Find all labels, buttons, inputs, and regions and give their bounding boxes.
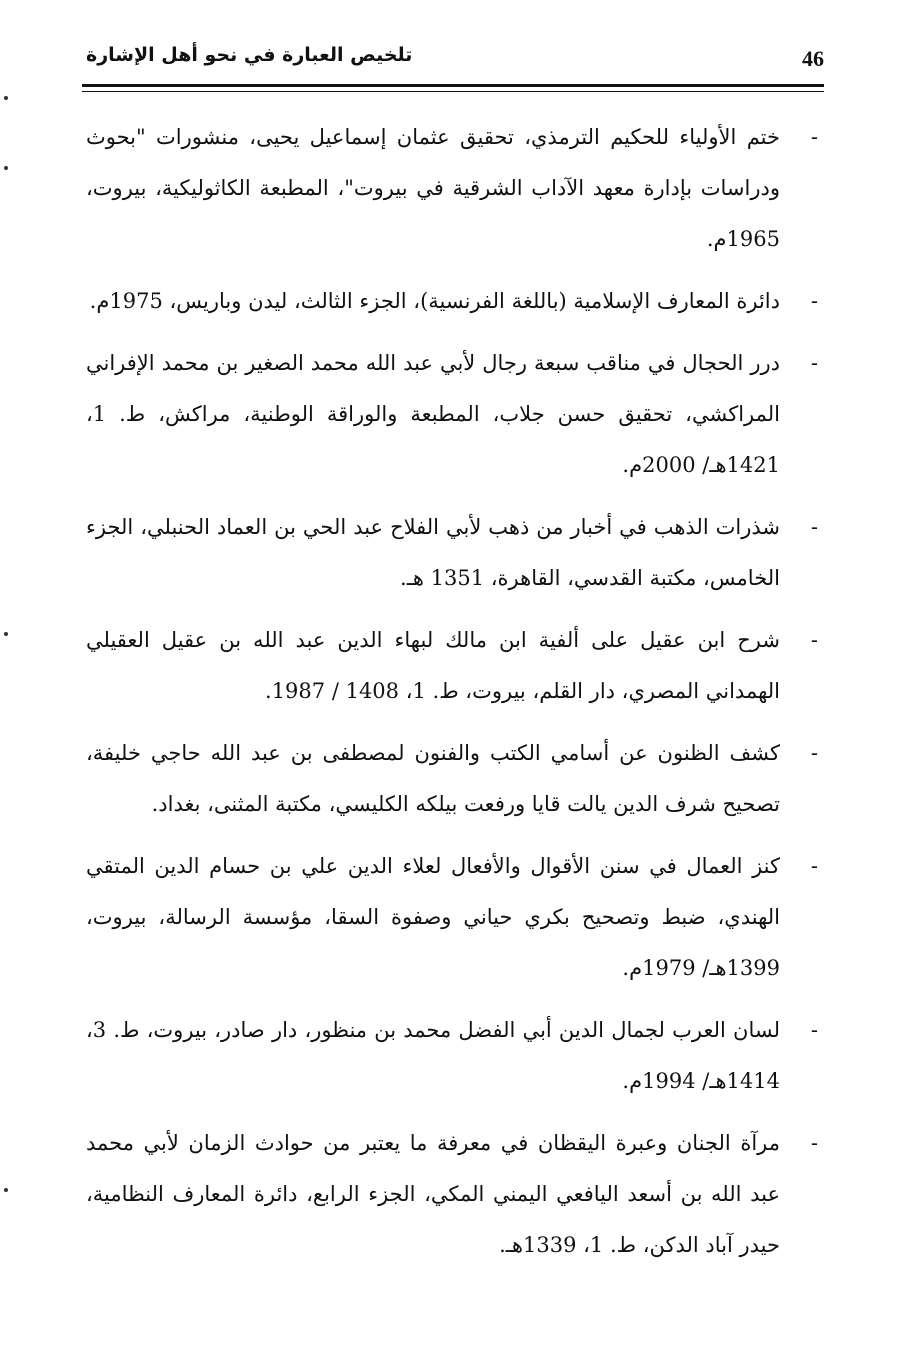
entry-dash: - <box>810 854 818 878</box>
bibliography-entry <box>86 1005 824 1107</box>
header-rule-thin <box>82 91 824 92</box>
entry-dash: - <box>810 741 818 765</box>
header-rule-thick <box>82 84 824 87</box>
entry-text: دائرة المعارف الإسلامية (باللغة الفرنسية)، الجزء الثالث، ليدن وباريس، 1975م. <box>89 289 780 313</box>
bibliography-entry <box>86 502 824 604</box>
entry-text: مرآة الجنان وعبرة اليقظان في معرفة ما يعتبر من حوادث الزمان لأبي محمد عبد الله بن أسعد اليافعي اليمني المكي، الجزء الرابع، دائرة المعارف النظامية، حيدر آباد الدكن، ط. 1، 1339هـ. <box>86 1131 780 1257</box>
entry-dash: - <box>810 289 818 313</box>
bibliography-list <box>86 112 824 1282</box>
entry-dash: - <box>810 351 818 375</box>
running-title: تلخيص العبارة في نحو أهل الإشارة <box>86 44 413 66</box>
scan-speck <box>4 632 8 636</box>
entry-dash: - <box>810 515 818 539</box>
scan-speck <box>4 1188 8 1192</box>
entry-text: كشف الظنون عن أسامي الكتب والفنون لمصطفى بن عبد الله حاجي خليفة، تصحيح شرف الدين يالت قايا ورفعت بيلكه الكليسي، مكتبة المثنى، بغداد. <box>86 741 780 816</box>
bibliography-entry <box>86 728 824 830</box>
entry-text: لسان العرب لجمال الدين أبي الفضل محمد بن منظور، دار صادر، بيروت، ط. 3، 1414هـ/ 1994م. <box>86 1018 780 1093</box>
scan-speck <box>4 166 8 170</box>
entry-text: درر الحجال في مناقب سبعة رجال لأبي عبد الله محمد الصغير بن محمد الإفراني المراكشي، تحقيق حسن جلاب، المطبعة والوراقة الوطنية، مراكش، ط. 1، 1421هـ/ 2000م. <box>86 351 780 477</box>
entry-text: شرح ابن عقيل على ألفية ابن مالك لبهاء الدين عبد الله بن عقيل العقيلي الهمداني المصري، دار القلم، بيروت، ط. 1، 1408 / 1987. <box>86 628 780 703</box>
bibliography-entry <box>86 112 824 265</box>
scan-speck <box>4 96 8 100</box>
entry-text: ختم الأولياء للحكيم الترمذي، تحقيق عثمان إسماعيل يحيى، منشورات "بحوث ودراسات بإدارة معهد الآداب الشرقية في بيروت"، المطبعة الكاثوليكية، بيروت، 1965م. <box>86 125 780 251</box>
entry-dash: - <box>810 628 818 652</box>
entry-dash: - <box>810 1131 818 1155</box>
bibliography-entry <box>86 338 824 491</box>
entry-text: كنز العمال في سنن الأقوال والأفعال لعلاء الدين علي بن حسام الدين المتقي الهندي، ضبط وتصحيح بكري حياني وصفوة السقا، مؤسسة الرسالة، بيروت، 1399هـ/ 1979م. <box>86 854 780 980</box>
entry-dash: - <box>810 1018 818 1042</box>
bibliography-entry <box>86 1118 824 1271</box>
bibliography-entry <box>86 615 824 717</box>
bibliography-entry <box>86 841 824 994</box>
page-number: 46 <box>802 46 824 71</box>
entry-text: شذرات الذهب في أخبار من ذهب لأبي الفلاح عبد الحي بن العماد الحنبلي، الجزء الخامس، مكتبة القدسي، القاهرة، 1351 هـ. <box>86 515 780 590</box>
entry-dash: - <box>810 125 818 149</box>
page-header <box>60 40 824 80</box>
bibliography-entry <box>86 276 824 327</box>
